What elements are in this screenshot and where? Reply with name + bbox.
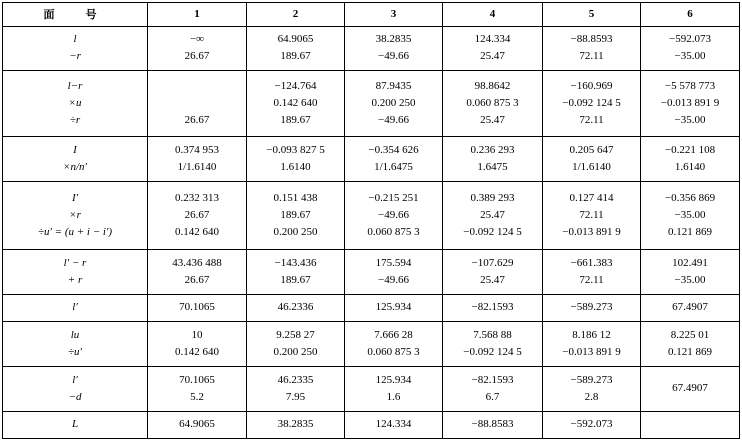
cell-value: −35.00 [674, 50, 706, 63]
cell-value: −35.00 [674, 113, 706, 126]
cell-value: −0.013 891 9 [562, 225, 621, 238]
row-label-cell [3, 137, 148, 182]
value-cell [543, 294, 641, 321]
row-label-cell [3, 26, 148, 70]
cell-value: 25.47 [480, 113, 505, 126]
header-surface-number: 面 号 [3, 3, 148, 27]
value-cell [443, 366, 543, 411]
value-cell [641, 26, 740, 70]
value-cell [543, 137, 641, 182]
row-label: l′ [72, 373, 78, 386]
value-cell [148, 182, 247, 250]
cell-value: 72.11 [579, 273, 604, 286]
value-cell [345, 137, 443, 182]
value-cell [345, 294, 443, 321]
cell-value: −82.1593 [471, 373, 514, 386]
cell-value: 38.2835 [277, 418, 314, 431]
cell-value: 67.4907 [672, 301, 708, 314]
cell-value: −107.629 [471, 256, 514, 269]
row-label: ×n/n′ [63, 161, 87, 174]
cell-value: −661.383 [570, 256, 613, 269]
cell-value: 2.8 [584, 390, 599, 403]
value-cell [443, 26, 543, 70]
cell-value: 98.8642 [474, 79, 511, 92]
cell-value: 0.205 647 [569, 144, 614, 157]
row-label-cell [3, 182, 148, 250]
table-row [3, 182, 740, 250]
value-cell [148, 70, 247, 136]
cell-value: 0.236 293 [470, 144, 515, 157]
cell-value: 9.258 27 [276, 328, 315, 341]
cell-value: 7.95 [285, 390, 306, 403]
cell-value: 43.436 488 [172, 256, 222, 269]
cell-value: −88.8593 [570, 33, 613, 46]
cell-value: 0.200 250 [371, 96, 416, 109]
cell-value: 26.67 [184, 113, 210, 126]
row-label: l−r [67, 79, 83, 92]
value-cell [641, 294, 740, 321]
table-row [3, 366, 740, 411]
value-cell [247, 70, 345, 136]
cell-value: 1.6140 [674, 161, 706, 174]
cell-value: −35.00 [674, 208, 706, 221]
cell-value: 1.6 [386, 390, 401, 403]
cell-value: −0.092 124 5 [463, 225, 522, 238]
ray-trace-table [2, 2, 740, 439]
value-cell [443, 411, 543, 438]
value-cell [443, 182, 543, 250]
cell-value: 189.67 [280, 50, 311, 63]
row-label: I′ [71, 191, 79, 204]
cell-value: 0.151 438 [273, 191, 318, 204]
cell-value: 0.200 250 [273, 345, 318, 358]
row-label-cell [3, 249, 148, 294]
value-cell [543, 70, 641, 136]
row-label-cell [3, 366, 148, 411]
cell-value: 26.67 [184, 273, 210, 286]
value-cell [443, 294, 543, 321]
cell-value: 26.67 [184, 50, 210, 63]
value-cell [543, 249, 641, 294]
row-label: ÷r [69, 113, 81, 126]
cell-value: 0.200 250 [273, 225, 318, 238]
cell-value: −0.093 827 5 [266, 144, 325, 157]
cell-value: 124.334 [375, 418, 412, 431]
cell-value: 87.9435 [375, 79, 412, 92]
cell-value: −0.092 124 5 [562, 96, 621, 109]
header-row [3, 3, 740, 27]
cell-value [150, 95, 244, 112]
row-label: ÷u′ = (u + i − i′) [37, 225, 113, 238]
header-col-6: 6 [641, 3, 740, 27]
cell-value: 124.334 [474, 33, 511, 46]
header-col-3: 3 [345, 3, 443, 27]
cell-value: 0.127 414 [569, 191, 614, 204]
cell-value: 1.6140 [280, 161, 311, 174]
cell-value: 1/1.6140 [572, 161, 611, 174]
value-cell [543, 411, 641, 438]
cell-value: 189.67 [280, 208, 311, 221]
cell-value: 8.225 01 [670, 328, 710, 341]
value-cell [345, 411, 443, 438]
cell-value: 1/1.6475 [374, 161, 413, 174]
value-cell [443, 321, 543, 366]
value-cell [247, 249, 345, 294]
row-label-cell [3, 70, 148, 136]
row-label: l′ [72, 301, 78, 314]
cell-value: −0.354 626 [368, 144, 419, 157]
cell-value: 0.060 875 3 [466, 96, 519, 109]
value-cell [543, 182, 641, 250]
value-cell [247, 182, 345, 250]
table-row [3, 249, 740, 294]
header-col-4: 4 [443, 3, 543, 27]
value-cell [543, 26, 641, 70]
table-row [3, 137, 740, 182]
cell-value: 70.1065 [179, 373, 215, 386]
value-cell [148, 411, 247, 438]
cell-value: 0.142 640 [273, 96, 318, 109]
cell-value: 67.4907 [672, 382, 708, 395]
cell-value: −49.66 [378, 273, 409, 286]
value-cell [641, 249, 740, 294]
cell-value: 0.142 640 [175, 225, 219, 238]
cell-value: 10 [191, 328, 203, 341]
cell-value: 26.67 [184, 208, 210, 221]
header-col-1: 1 [148, 3, 247, 27]
cell-value: 72.11 [579, 113, 604, 126]
cell-value: 25.47 [480, 273, 505, 286]
table-row [3, 26, 740, 70]
cell-value: 7.568 88 [473, 328, 512, 341]
value-cell [641, 137, 740, 182]
value-cell [345, 366, 443, 411]
row-label: lu [70, 328, 80, 341]
cell-value: −589.273 [570, 301, 613, 314]
cell-value: 70.1065 [179, 301, 215, 314]
value-cell [345, 26, 443, 70]
cell-value: −88.8583 [471, 418, 514, 431]
cell-value: −143.436 [274, 256, 317, 269]
value-cell [247, 321, 345, 366]
value-cell [345, 321, 443, 366]
cell-value: 46.2335 [277, 373, 314, 386]
cell-value: 125.934 [375, 301, 412, 314]
value-cell [148, 26, 247, 70]
cell-value: −0.221 108 [664, 144, 716, 157]
cell-value: −5 578 773 [664, 79, 716, 92]
cell-value: −35.00 [674, 273, 706, 286]
cell-value: 72.11 [579, 50, 604, 63]
cell-value: 0.142 640 [175, 345, 219, 358]
value-cell [443, 70, 543, 136]
cell-value: 1/1.6140 [177, 161, 217, 174]
cell-value: 25.47 [480, 50, 505, 63]
cell-value: 8.186 12 [572, 328, 611, 341]
value-cell [247, 411, 345, 438]
cell-value: 64.9065 [277, 33, 314, 46]
cell-value: 0.389 293 [470, 191, 515, 204]
cell-value [643, 416, 737, 433]
cell-value: 102.491 [672, 256, 708, 269]
cell-value: −0.092 124 5 [463, 345, 522, 358]
row-label: + r [67, 273, 83, 286]
cell-value: 25.47 [480, 208, 505, 221]
row-label: L [71, 418, 79, 431]
header-col-5: 5 [543, 3, 641, 27]
row-label-cell [3, 411, 148, 438]
cell-value: −160.969 [570, 79, 613, 92]
cell-value: −0.013 891 9 [562, 345, 621, 358]
row-label: ×r [69, 208, 81, 221]
cell-value: 46.2336 [277, 301, 314, 314]
cell-value: 0.060 875 3 [367, 345, 420, 358]
row-label: −d [68, 390, 82, 403]
value-cell [641, 411, 740, 438]
cell-value: 38.2835 [375, 33, 412, 46]
table-row [3, 411, 740, 438]
cell-value: −0.356 869 [664, 191, 716, 204]
cell-value: 189.67 [280, 273, 311, 286]
cell-value: 0.374 953 [175, 144, 219, 157]
cell-value: −589.273 [570, 373, 613, 386]
value-cell [543, 366, 641, 411]
row-label-cell [3, 294, 148, 321]
value-cell [443, 249, 543, 294]
value-cell [148, 294, 247, 321]
cell-value: −592.073 [570, 418, 613, 431]
table-row [3, 294, 740, 321]
cell-value: −592.073 [669, 33, 711, 46]
cell-value: 64.9065 [179, 418, 215, 431]
cell-value: −0.013 891 9 [660, 96, 720, 109]
value-cell [148, 366, 247, 411]
cell-value: −49.66 [378, 50, 409, 63]
value-cell [443, 137, 543, 182]
cell-value: −49.66 [378, 208, 409, 221]
value-cell [641, 366, 740, 411]
cell-value [150, 78, 244, 95]
cell-value: 175.594 [375, 256, 412, 269]
row-label: ÷u′ [68, 345, 82, 358]
cell-value: 125.934 [375, 373, 412, 386]
row-label: l [73, 33, 77, 46]
value-cell [345, 182, 443, 250]
cell-value: 7.666 28 [374, 328, 413, 341]
cell-value: −82.1593 [471, 301, 514, 314]
cell-value: 72.11 [579, 208, 604, 221]
table-body [3, 3, 740, 439]
value-cell [543, 321, 641, 366]
cell-value: −∞ [189, 33, 205, 46]
value-cell [345, 70, 443, 136]
cell-value: 189.67 [280, 113, 311, 126]
cell-value: 1.6475 [477, 161, 508, 174]
cell-value: −49.66 [378, 113, 409, 126]
value-cell [641, 321, 740, 366]
row-label: −r [69, 50, 81, 63]
cell-value: 5.2 [190, 390, 204, 403]
value-cell [641, 70, 740, 136]
header-col-2: 2 [247, 3, 345, 27]
cell-value: 0.060 875 3 [367, 225, 420, 238]
cell-value: −0.215 251 [368, 191, 419, 204]
value-cell [247, 294, 345, 321]
value-cell [148, 321, 247, 366]
value-cell [247, 137, 345, 182]
cell-value: 6.7 [485, 390, 500, 403]
cell-value: 0.121 869 [668, 225, 712, 238]
value-cell [345, 249, 443, 294]
cell-value: −124.764 [274, 79, 317, 92]
row-label: I [73, 144, 77, 157]
row-label: l′ − r [63, 256, 87, 269]
cell-value: 0.121 869 [668, 345, 712, 358]
table-row [3, 70, 740, 136]
value-cell [148, 249, 247, 294]
value-cell [148, 137, 247, 182]
row-label: ×u [68, 96, 82, 109]
value-cell [247, 366, 345, 411]
row-label-cell [3, 321, 148, 366]
value-cell [641, 182, 740, 250]
cell-value: 0.232 313 [175, 191, 219, 204]
value-cell [247, 26, 345, 70]
table-row [3, 321, 740, 366]
